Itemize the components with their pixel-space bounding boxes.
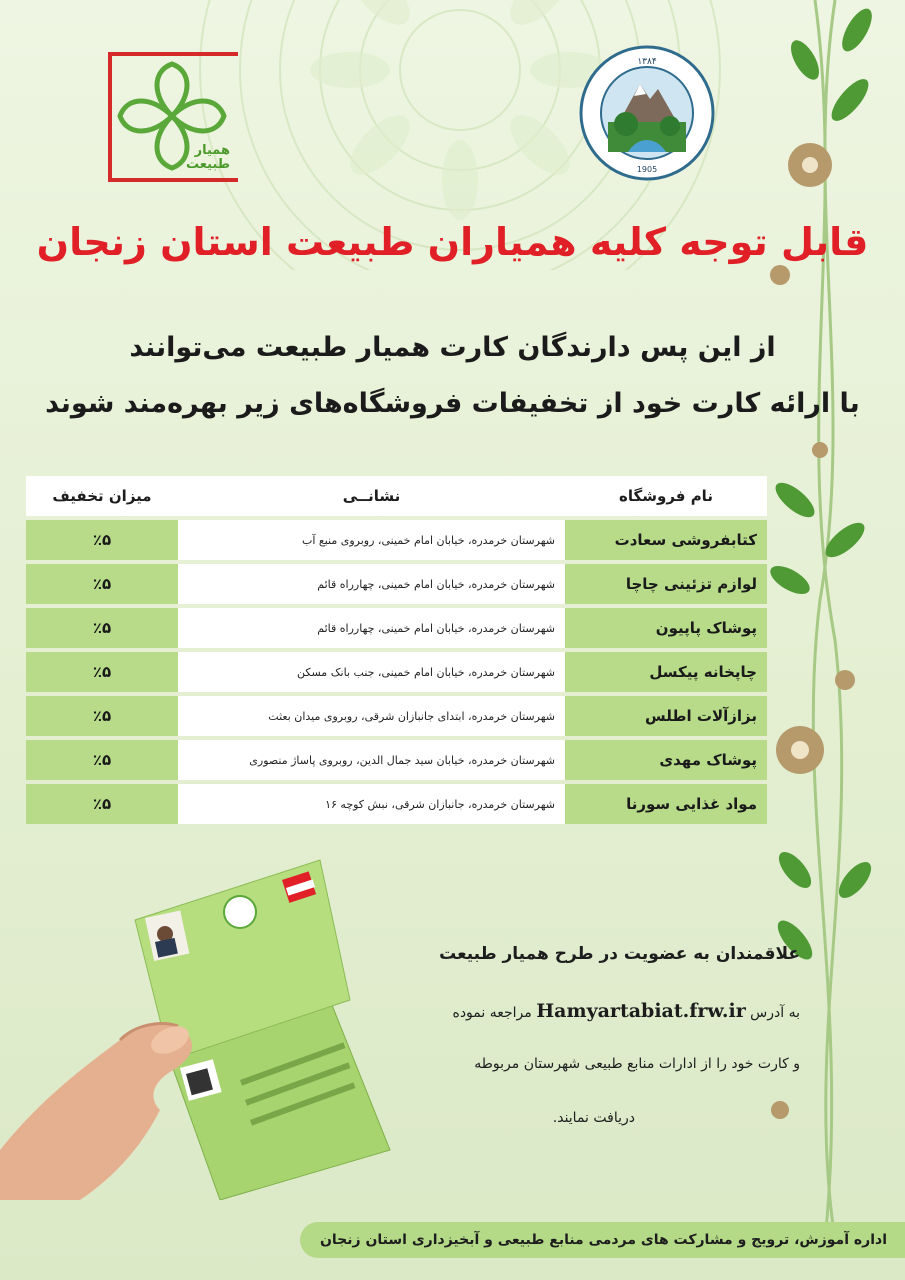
table-row xyxy=(26,608,767,648)
store-name: پوشاک پاپیون xyxy=(565,608,767,648)
store-name: لوازم تزئینی چاچا xyxy=(565,564,767,604)
vine-decoration xyxy=(765,0,875,1240)
store-address: شهرستان خرمدره، خیابان امام خمینی، چهارراه قائم xyxy=(178,608,565,648)
hand-icon xyxy=(0,1021,193,1200)
table-row xyxy=(26,652,767,692)
discount-table xyxy=(26,472,767,828)
store-discount: ٪۵ xyxy=(26,696,178,736)
table-row xyxy=(26,564,767,604)
website-link[interactable]: Hamyartabiat.frw.ir xyxy=(536,1000,746,1022)
emblem-year-bottom: 1905 xyxy=(636,165,658,174)
table-row xyxy=(26,520,767,560)
instruction-end: دریافت نمایند. xyxy=(552,1110,635,1126)
logo-word-1: همیار xyxy=(194,143,230,158)
subline-2: با ارائه کارت خود از تخفیفات فروشگاه‌های زیر بهره‌مند شوند xyxy=(45,388,860,419)
table-row xyxy=(26,740,767,780)
footer-department: اداره آموزش، ترویج و مشارکت های مردمی منابع طبیعی و آبخیزداری استان زنجان xyxy=(300,1222,905,1258)
store-discount: ٪۵ xyxy=(26,652,178,692)
header-discount: میزان تخفیف xyxy=(26,476,178,516)
hamyar-tabiat-logo xyxy=(108,52,238,182)
store-name: چاپخانه پیکسل xyxy=(565,652,767,692)
store-discount: ٪۵ xyxy=(26,608,178,648)
store-discount: ٪۵ xyxy=(26,564,178,604)
store-address: شهرستان خرمدره، خیابان امام خمینی، چهارراه قائم xyxy=(178,564,565,604)
table-row xyxy=(26,784,767,824)
store-name: بزازآلات اطلس xyxy=(565,696,767,736)
hand-holding-card-illustration xyxy=(0,850,400,1200)
store-name: مواد غذایی سورنا xyxy=(565,784,767,824)
store-address: شهرستان خرمدره، خیابان امام خمینی، روبروی منبع آب xyxy=(178,520,565,560)
table-row xyxy=(26,696,767,736)
store-address: شهرستان خرمدره، جانبازان شرقی، نبش کوچه ۱۶ xyxy=(178,784,565,824)
instruction-line: و کارت خود را از ادارات منابع طبیعی شهرستان مربوطه xyxy=(474,1056,800,1072)
emblem-year-top: ۱۳۸۴ xyxy=(637,57,657,67)
website-line xyxy=(380,1000,800,1022)
store-name: پوشاک مهدی xyxy=(565,740,767,780)
store-discount: ٪۵ xyxy=(26,520,178,560)
headline: قابل توجه کلیه همیاران طبیعت استان زنجان xyxy=(36,220,869,264)
logo-word-2: طبیعت xyxy=(186,157,230,172)
store-address: شهرستان خرمدره، خیابان امام خمینی، جنب بانک مسکن xyxy=(178,652,565,692)
website-suffix: مراجعه نموده xyxy=(452,1005,532,1021)
store-address: شهرستان خرمدره، ابتدای جانبازان شرقی، روبروی میدان بعثت xyxy=(178,696,565,736)
website-prefix: به آدرس xyxy=(750,1005,800,1021)
header-address: نشانــی xyxy=(178,476,565,516)
subline-1: از این پس دارندگان کارت همیار طبیعت می‌توانند xyxy=(129,332,776,363)
store-name: کتابفروشی سعادت xyxy=(565,520,767,560)
forests-organization-emblem xyxy=(578,44,716,182)
membership-invite: علاقمندان به عضویت در طرح همیار طبیعت xyxy=(439,944,800,964)
store-discount: ٪۵ xyxy=(26,740,178,780)
header-store-name: نام فروشگاه xyxy=(565,476,767,516)
store-discount: ٪۵ xyxy=(26,784,178,824)
table-header-row xyxy=(26,476,767,516)
store-address: شهرستان خرمدره، خیابان سید جمال الدین، روبروی پاساژ منصوری xyxy=(178,740,565,780)
